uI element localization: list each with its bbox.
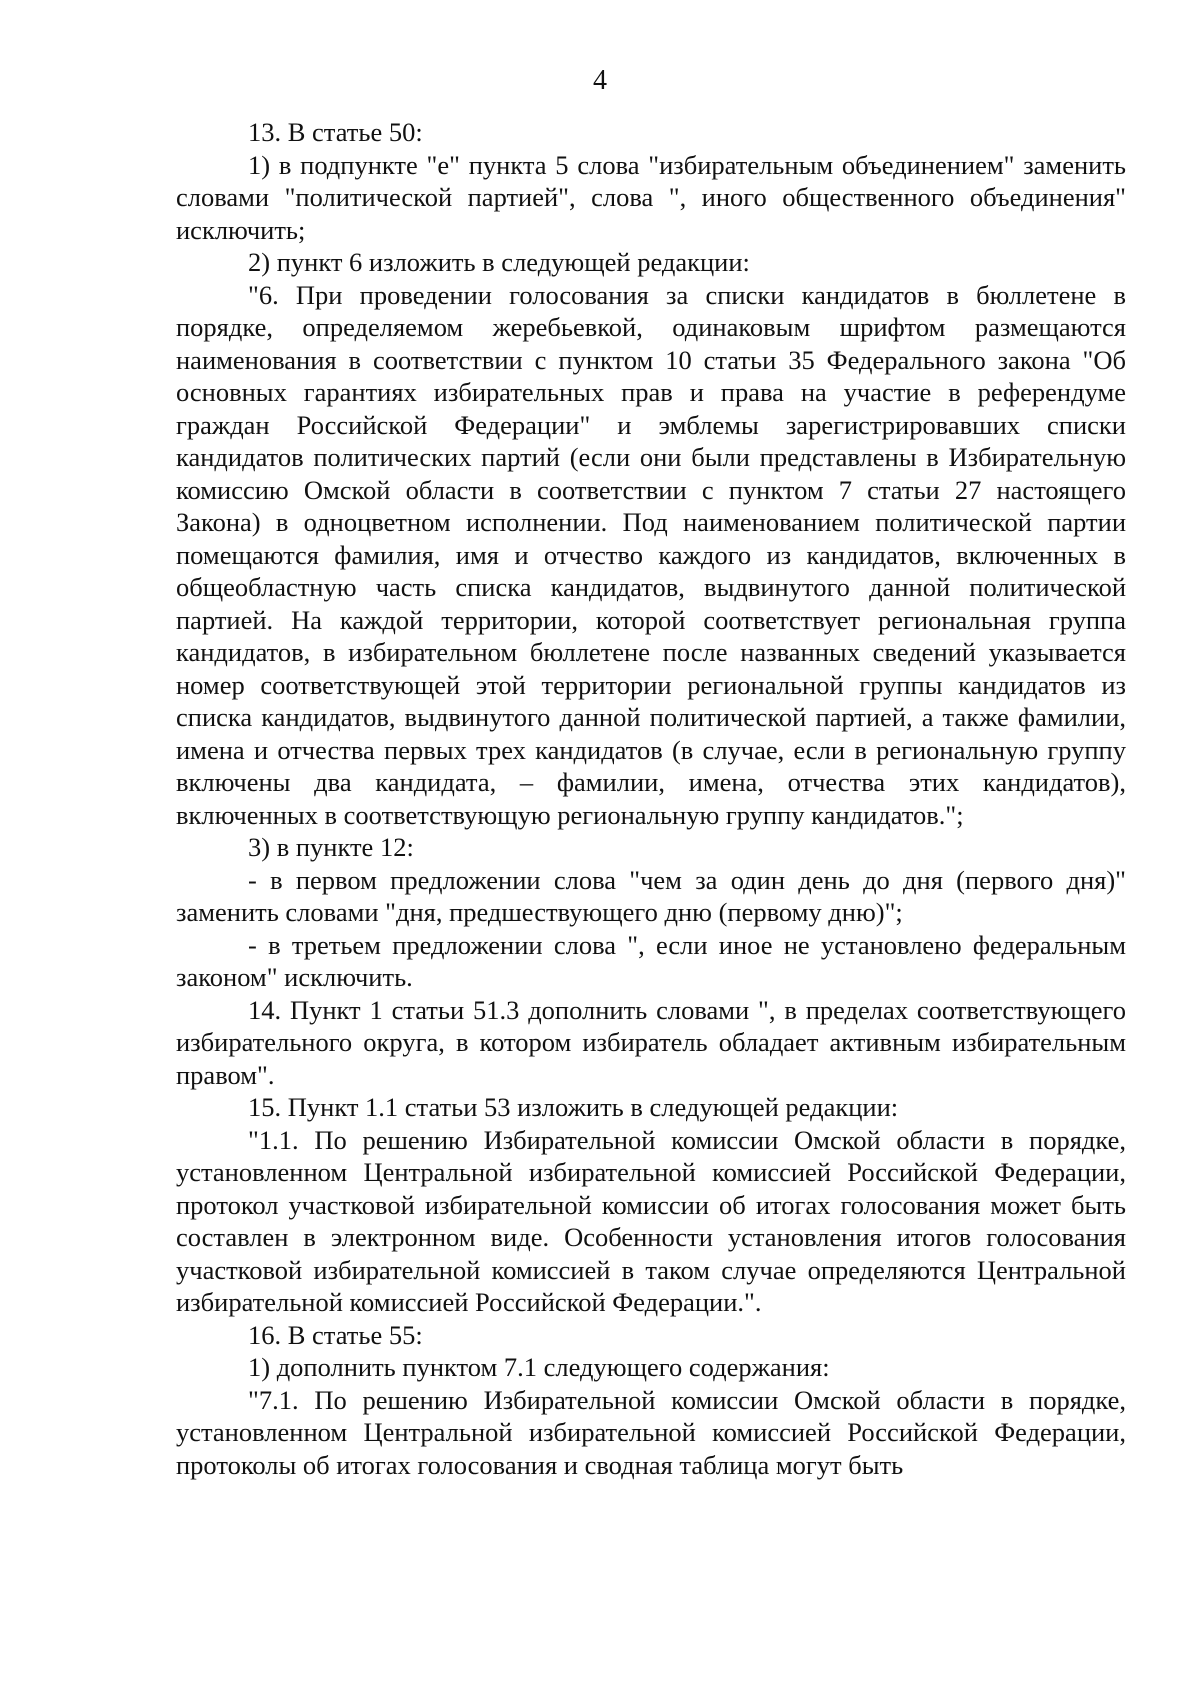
paragraph-55-item-1: 1) дополнить пунктом 7.1 следующего содержания: [248, 1352, 830, 1382]
paragraph-article-53-heading: 15. Пункт 1.1 статьи 53 изложить в следующей редакции: [248, 1092, 899, 1122]
paragraph-article-55-heading: 16. В статье 55: [248, 1319, 423, 1350]
paragraph-12-first-sentence: - в первом предложении слова "чем за один день до дня (первого дня)" заменить словами "дня, предшествующего дню (первому дню)"; [176, 864, 1126, 927]
paragraph-point-6-text: "6. При проведении голосования за списки кандидатов в бюллетене в порядке, определяемом жеребьевкой, одинаковым шрифтом размещаются наименования в соответствии с пунктом 10 статьи 35 Федерального закона "Об основных гарантиях избирательных прав и права на участие в референдуме граждан Российской Федерации" и эмблемы зарегистрировавших списки кандидатов политических партий (если они были представлены в Избирательную комиссию Омской области в соответствии с пунктом 7 статьи 27 настоящего Закона) в одноцветном исполнении. Под наименованием политической партии помещаются фамилия, имя и отчество каждого из кандидатов, включенных в общеобластную часть списка кандидатов, выдвинутого данной политической партией. На каждой территории, которой соответствует региональная группа кандидатов, в избирательном бюллетене после названных сведений указывается номер соответствующей этой территории региональной группы кандидатов из списка кандидатов, выдвинутого данной политической партией, а также фамилии, имена и отчества первых трех кандидатов (в случае, если в региональную группу включены два кандидата, – фамилии, имена, отчества этих кандидатов), включенных в соответствующую региональную группу кандидатов."; [176, 279, 1126, 830]
paragraph-point-7-1-text: "7.1. По решению Избирательной комиссии Омской области в порядке, установленном Центральной избирательной комиссией Российской Федерации, протоколы об итогах голосования и сводная таблица могут быть [176, 1384, 1126, 1480]
paragraph-12-third-sentence: - в третьем предложении слова ", если иное не установлено федеральным законом" исключить. [176, 929, 1126, 992]
document-body [176, 116, 1126, 1481]
paragraph-50-item-2: 2) пункт 6 изложить в следующей редакции: [248, 247, 750, 277]
paragraph-article-51-3: 14. Пункт 1 статьи 51.3 дополнить словами ", в пределах соответствующего избирательного округа, в котором избиратель обладает активным избирательным правом". [176, 994, 1126, 1090]
paragraph-50-item-3: 3) в пункте 12: [248, 832, 414, 862]
paragraph-point-1-1-text: "1.1. По решению Избирательной комиссии Омской области в порядке, установленном Центральной избирательной комиссией Российской Федерации, протокол участковой избирательной комиссии об итогах голосования может быть составлен в электронном виде. Особенности установления итогов голосования участковой избирательной комиссией в таком случае определяются Центральной избирательной комиссией Российской Федерации.". [176, 1124, 1126, 1317]
paragraph-article-50-heading: 13. В статье 50: [248, 117, 423, 147]
page-number: 4 [593, 65, 607, 96]
paragraph-50-item-1: 1) в подпункте "е" пункта 5 слова "избирательным объединением" заменить словами "политической партией", слова ", иного общественного объединения" исключить; [176, 149, 1126, 245]
